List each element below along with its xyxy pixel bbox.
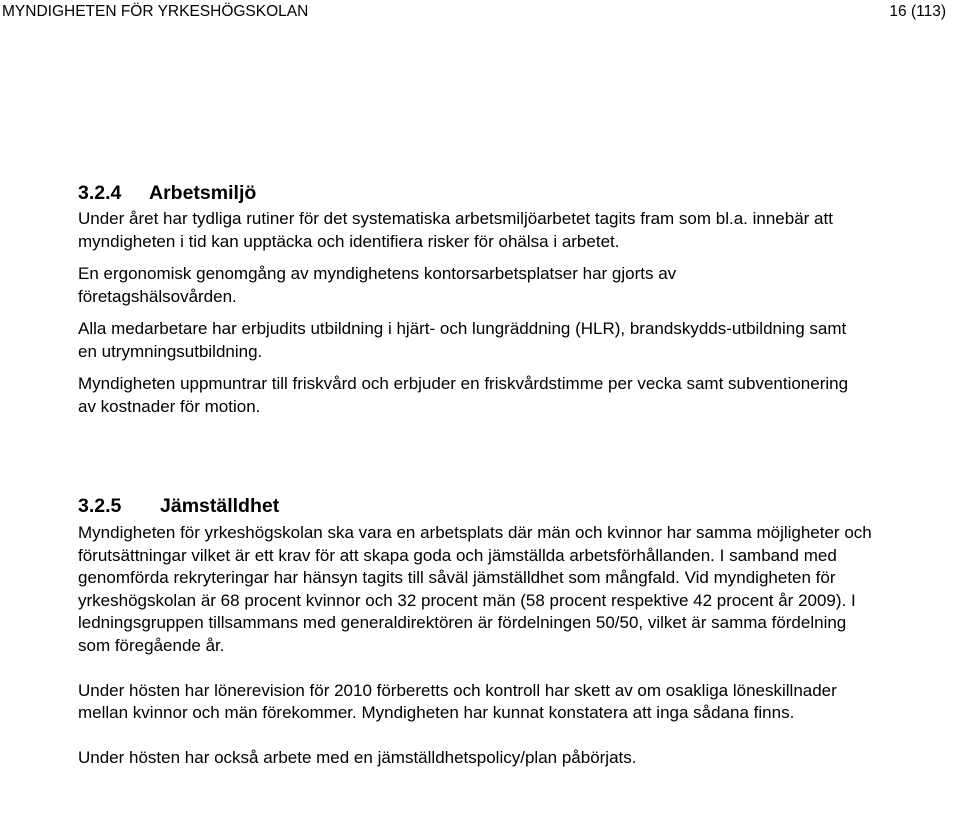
document-header-title: MYNDIGHETEN FÖR YRKESHÖGSKOLAN bbox=[2, 3, 309, 20]
body-paragraph: Myndigheten uppmuntrar till friskvård och erbjuder en friskvårdstimme per vecka samt subventionering av kostnader för motion. bbox=[78, 374, 849, 416]
body-paragraph: Under hösten har också arbete med en jämställdhetspolicy/plan påbörjats. bbox=[78, 748, 637, 767]
section-arbetsmiljo bbox=[78, 181, 908, 418]
section-title: Jämställdhet bbox=[160, 495, 280, 517]
section-title: Arbetsmiljö bbox=[149, 182, 257, 204]
body-paragraph: Under året har tydliga rutiner för det systematiska arbetsmiljöarbetet tagits fram som bl.a. innebär att myndigheten i tid kan upptäcka och identifiera risker för ohälsa i arbetet. bbox=[78, 209, 833, 251]
running-header bbox=[0, 0, 960, 26]
section-jamstalldhet bbox=[78, 494, 908, 770]
body-paragraph: Myndigheten för yrkeshögskolan ska vara en arbetsplats där män och kvinnor har samma möjligheter och förutsättningar vilket är ett krav för att skapa goda och jämställda arbetsförhållanden. I samband med genomförda rekryteringar har hänsyn tagits till såväl jämställdhet som mångfald. Vid myndigheten för yrkeshögskolan är 68 procent kvinnor och 32 procent män (58 procent respektive 42 procent år 2009). I ledningsgruppen tillsammans med generaldirektören är fördelningen 50/50, vilket är samma fördelning som föregående år. bbox=[78, 523, 872, 655]
body-paragraph: Under hösten har lönerevision för 2010 förberetts och kontroll har skett av om osakliga löneskillnader mellan kvinnor och män förekommer. Myndigheten har kunnat konstatera att inga sådana finns. bbox=[78, 680, 837, 722]
section-heading bbox=[78, 181, 908, 205]
body-paragraph: Alla medarbetare har erbjudits utbildning i hjärt- och lungräddning (HLR), brandskydds-utbildning samt en utrymningsutbildning. bbox=[78, 319, 847, 361]
section-heading bbox=[78, 494, 908, 518]
section-number: 3.2.4 bbox=[78, 182, 122, 204]
page-number: 16 (113) bbox=[889, 3, 946, 20]
section-number: 3.2.5 bbox=[78, 495, 122, 517]
body-paragraph: En ergonomisk genomgång av myndighetens kontorsarbetsplatser har gjorts av företagshälsovården. bbox=[78, 264, 677, 306]
